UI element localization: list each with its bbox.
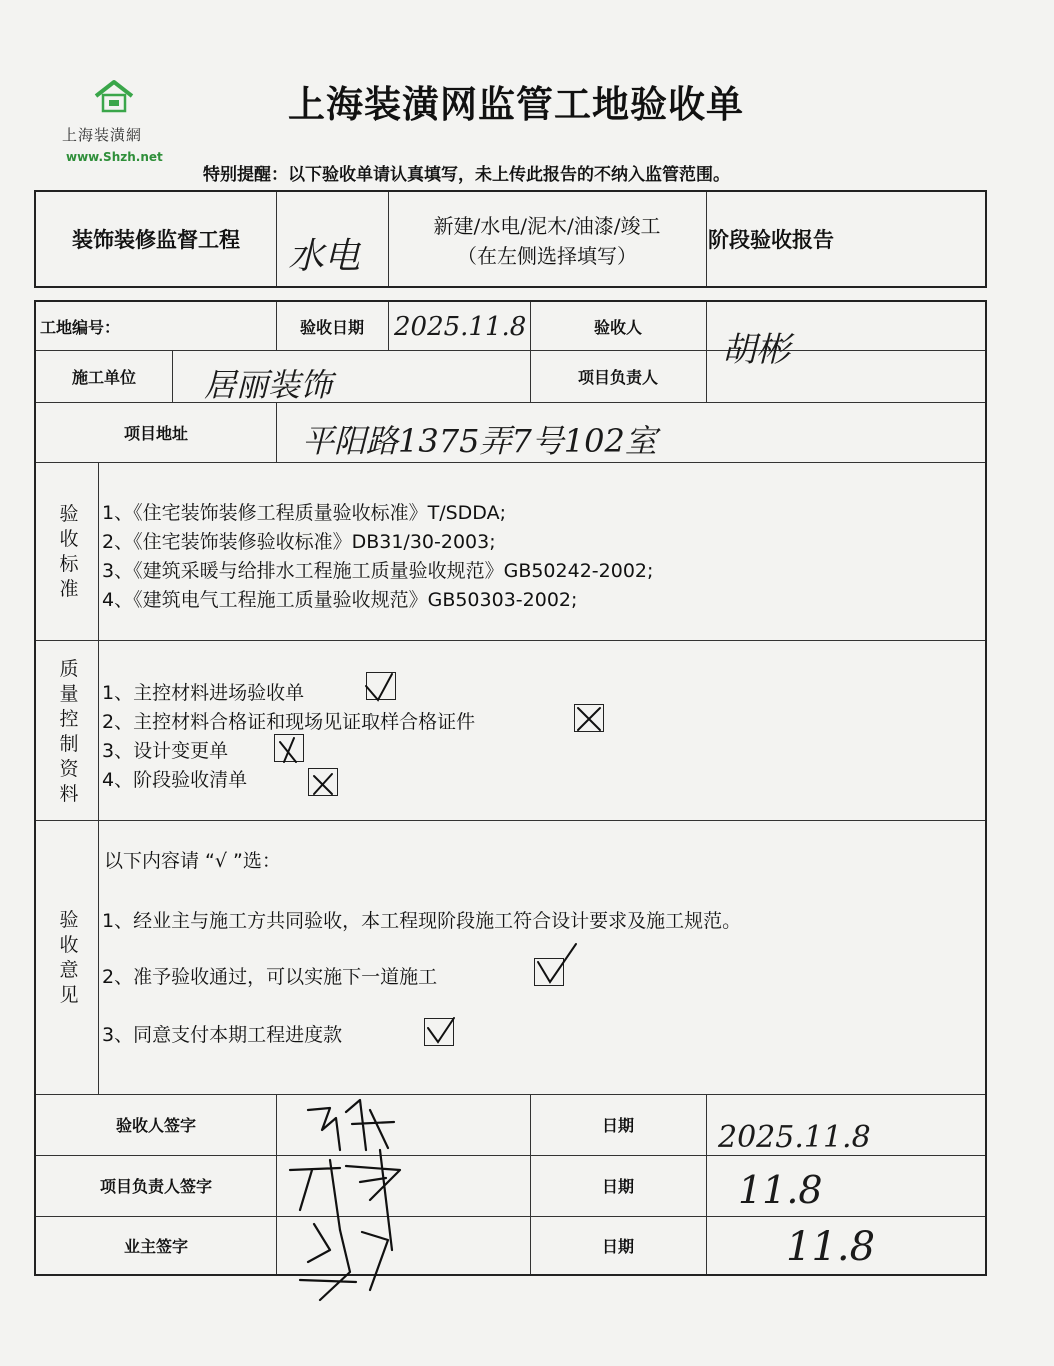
site-no-label: 工地编号： xyxy=(40,317,121,337)
house-logo-icon xyxy=(92,78,136,114)
opinion-item: 2、准予验收通过，可以实施下一道施工 xyxy=(102,966,438,988)
owner-sign-label: 业主签字 xyxy=(123,1236,188,1256)
inspection-table xyxy=(34,300,987,1276)
manager-sign-label: 项目负责人签字 xyxy=(99,1177,212,1196)
quality-label: 质 量 控 制 资 料 xyxy=(59,658,79,805)
sign-date-3: 11.8 xyxy=(786,1224,876,1270)
date-value: 2025.11.8 xyxy=(394,312,527,342)
opinion-item: 1、经业主与施工方共同验收，本工程现阶段施工符合设计要求及施工规范。 xyxy=(102,910,742,932)
quality-item: 4、阶段验收清单 xyxy=(102,769,248,791)
opinion-label: 验 收 意 见 xyxy=(59,909,79,1006)
address-value: 平阳路1375弄7号102室 xyxy=(302,422,657,460)
date-label: 验收日期 xyxy=(299,317,364,337)
checkbox-design-change[interactable] xyxy=(274,734,304,762)
sign-date-1: 2025.11.8 xyxy=(718,1120,871,1155)
standard-item: 3、《建筑采暖与给排水工程施工质量验收规范》GB50242-2002; xyxy=(102,560,654,582)
checkbox-approve[interactable] xyxy=(534,958,564,986)
checkbox-material-cert[interactable] xyxy=(574,704,604,732)
stage-options: 新建/水电/泥木/油漆/竣工 xyxy=(433,213,661,238)
checkbox-stage-list[interactable] xyxy=(308,768,338,796)
standard-item: 1、《住宅装饰装修工程质量验收标准》T/SDDA; xyxy=(102,502,506,524)
report-label: 阶段验收报告 xyxy=(708,228,834,252)
contractor-label: 施工单位 xyxy=(71,367,136,387)
stage-hint: （在左侧选择填写） xyxy=(457,243,637,268)
logo-url: www.Shzh.net xyxy=(66,150,163,164)
date-label: 日期 xyxy=(601,1177,634,1196)
manager-label: 项目负责人 xyxy=(577,367,658,387)
standard-item: 2、《住宅装饰装修验收标准》DB31/30-2003; xyxy=(102,531,496,553)
date-label: 日期 xyxy=(601,1116,634,1135)
contractor-value: 居丽装饰 xyxy=(204,366,333,404)
date-label: 日期 xyxy=(601,1236,634,1256)
header-table xyxy=(34,190,987,288)
address-label: 项目地址 xyxy=(123,423,188,443)
project-label: 装饰装修监督工程 xyxy=(72,228,240,252)
standard-item: 4、《建筑电气工程施工质量验收规范》GB50303-2002; xyxy=(102,589,578,611)
inspector-value: 胡彬 xyxy=(722,330,790,370)
notice-text: 特别提醒：以下验收单请认真填写，未上传此报告的不纳入监管范围。 xyxy=(203,165,730,185)
logo-text: 上海装潢網 xyxy=(62,126,143,144)
quality-item: 1、主控材料进场验收单 xyxy=(102,682,305,704)
checkbox-payment[interactable] xyxy=(424,1018,454,1046)
quality-item: 3、设计变更单 xyxy=(102,740,229,762)
stage-value: 水电 xyxy=(288,236,361,277)
checkbox-material-entry[interactable] xyxy=(366,672,396,700)
opinion-item: 3、同意支付本期工程进度款 xyxy=(102,1024,343,1046)
standards-label: 验 收 标 准 xyxy=(59,503,79,600)
inspector-sign-label: 验收人签字 xyxy=(115,1116,196,1135)
quality-item: 2、主控材料合格证和现场见证取样合格证件 xyxy=(102,711,476,733)
inspector-label: 验收人 xyxy=(593,317,642,337)
sign-date-2: 11.8 xyxy=(738,1168,823,1212)
opinion-intro: 以下内容请 “√ ”选： xyxy=(104,850,281,872)
page-title: 上海装潢网监管工地验收单 xyxy=(288,83,744,126)
